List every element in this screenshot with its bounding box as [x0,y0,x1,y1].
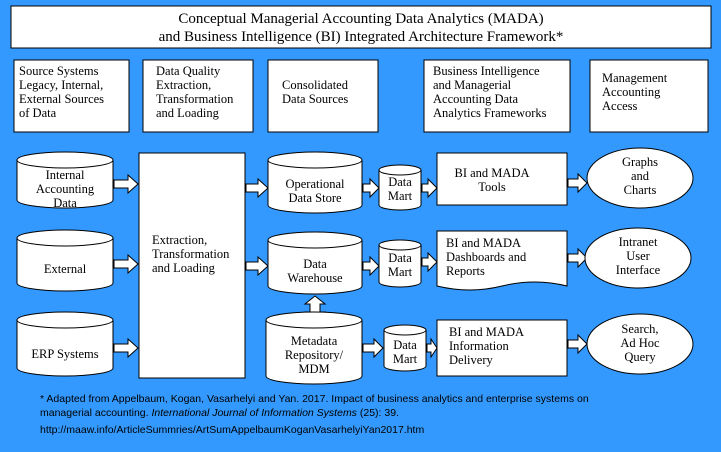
box-bi-mada-delivery [437,320,567,376]
title-line-1: Conceptual Managerial Accounting Data Analytics (MADA) [178,11,544,27]
text-line: of Data [19,106,57,120]
title-line-2: and Business Intelligence (BI) Integrated Architecture Framework* [158,29,564,45]
text-line: Transformation [156,92,234,106]
cylinder-operational-data-store [268,152,362,213]
text-line: Search, [621,322,659,336]
footnote-line-1: * Adapted from Appelbaum, Kogan, Vasarhelyi and Yan. 2017. Impact of business analytics and enterprise systems on [40,393,589,405]
text-line: Data [393,338,417,352]
text-line: BI and MADA [446,236,521,250]
text-line: Intranet [618,235,658,249]
cylinder-erp-text [31,347,98,361]
arrow-meta-to-mart3 [363,339,383,357]
ellipse-search-adhoc [587,314,693,374]
text-line: MDM [298,362,330,376]
text-line: External Sources [19,92,105,106]
text-line: Reports [446,264,485,278]
text-line: Data Quality [156,64,221,78]
text-line: Accounting Data [433,92,519,106]
text-line: Data Sources [282,92,349,106]
text-line: Accounting [602,85,661,99]
text-line: Tools [478,180,506,194]
text-line: Metadata [290,334,338,348]
mart3-text [393,338,418,366]
text-line: Data [388,251,412,265]
text-line: Analytics Frameworks [433,106,547,120]
arrow-mart1-to-tools [422,179,437,197]
text-line: Charts [623,183,657,197]
cylinder-data-mart-1 [379,165,421,210]
header-consolidated-text [282,78,349,106]
out3-text [620,322,660,364]
text-line: and Managerial [433,78,512,92]
text-line: External [43,262,87,276]
ods-text [285,177,345,205]
mart1-text [388,175,413,203]
arrow-erp-to-etl [114,339,138,357]
footnote-line-2-plain: managerial accounting. [40,407,152,419]
text-line: Mart [387,265,413,279]
text-line: Interface [615,263,661,277]
ellipse-graphs-charts [587,148,693,208]
text-line: Information [449,339,509,353]
arrow-etl-to-ods [246,179,268,197]
cylinder-external [17,230,113,291]
text-line: Transformation [152,247,230,261]
cylinder-data-mart-2 [379,240,421,287]
text-line: Graphs [621,155,659,169]
text-line: Data Store [288,191,342,205]
arrow-etl-to-dw [246,257,268,275]
text-line: Operational [285,177,345,191]
footnote-line-2-end: (25): 39. [356,407,399,419]
footnote [40,393,589,436]
header-data-quality [143,60,253,132]
cylinder-data-warehouse [268,232,362,294]
arrow-tools-to-graphs [568,174,587,192]
text-line: Access [602,99,638,113]
arrow-dashboards-to-intranet [568,249,587,267]
text-line: Data [53,196,77,210]
arrow-dw-to-mart2 [363,257,379,275]
text-line: and Loading [152,261,215,275]
text-line: Internal [45,168,85,182]
text-line: Consolidated [282,78,348,92]
arrow-mart3-to-delivery [427,339,437,357]
footnote-url[interactable]: http://maaw.info/ArticleSummries/ArtSumAppelbaumKoganVasarhelyiYan2017.htm [40,424,425,436]
text-line: Source Systems [19,64,99,78]
title-box [11,6,711,48]
cylinder-metadata-repository [266,312,362,384]
text-line: Data [303,257,327,271]
text-line: Mart [392,352,418,366]
text-line: Data [388,175,412,189]
footnote-line-2 [40,407,399,419]
arrow-ods-to-mart1 [363,179,379,197]
text-line: BI and MADA [449,325,524,339]
text-line: ERP Systems [31,347,99,361]
text-line: Delivery [449,353,493,367]
header-source-systems [14,60,129,132]
cylinder-data-mart-3 [384,325,426,371]
text-line: Extraction, [152,233,208,247]
box-bi-mada-tools [437,153,567,205]
ellipse-intranet-ui [585,228,691,288]
cylinder-external-text [44,262,87,276]
text-line: and Loading [156,106,219,120]
text-line: Business Intelligence [433,64,540,78]
etl-box [139,153,245,378]
text-line: Mart [387,189,413,203]
mart2-text [388,251,413,279]
footnote-journal: International Journal of Information Systems [151,407,357,419]
text-line: and [630,169,650,183]
header-consolidated [268,60,378,132]
text-line: Ad Hoc [620,336,660,350]
text-line: Repository/ [284,348,344,362]
text-line: Query [624,350,656,364]
text-line: Accounting [35,182,95,196]
box-bi-mada-dashboards [437,231,567,290]
text-line: Extraction, [156,78,212,92]
header-mgmt-access [590,60,708,132]
text-line: BI and MADA [454,166,530,180]
arrow-external-to-etl [114,255,138,273]
header-bi-frameworks [424,60,570,132]
arrow-internal-to-etl [114,175,138,193]
cylinder-erp-systems [17,312,113,376]
arrow-delivery-to-search [568,335,587,353]
cylinder-internal-accounting-data [17,152,113,210]
text-line: User [626,249,650,263]
text-line: Warehouse [287,271,343,285]
text-line: Legacy, Internal, [19,78,104,92]
text-line: Management [602,71,668,85]
text-line: Dashboards and [446,250,527,264]
arrow-mart2-to-dashboards [422,253,437,271]
